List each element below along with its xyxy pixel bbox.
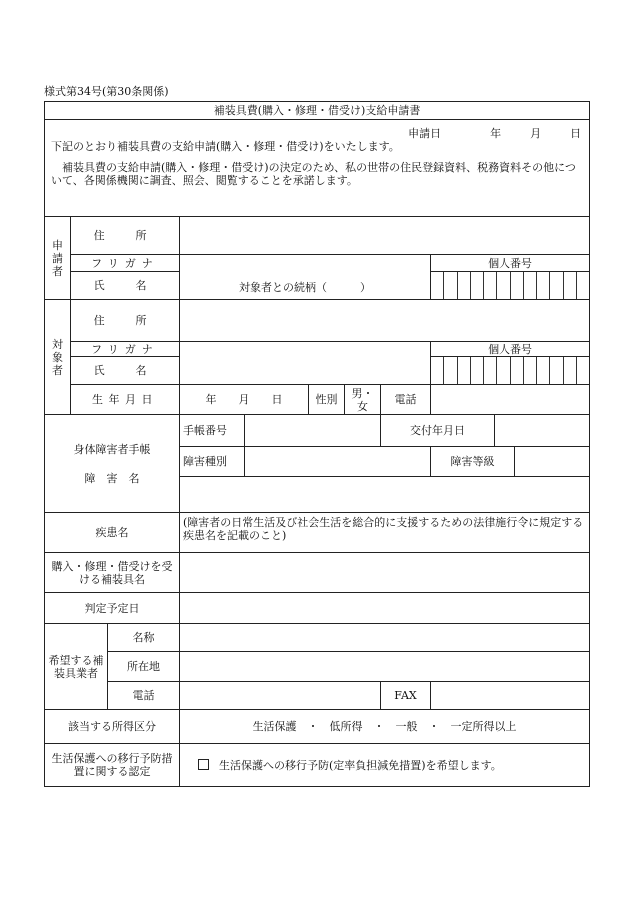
applicant-address-field[interactable]: [180, 217, 590, 255]
vendor-name-field[interactable]: [180, 624, 590, 652]
vendor-name-label: 名称: [108, 624, 180, 652]
form-title: 補装具費(購入・修理・借受け)支給申請書: [45, 102, 590, 120]
subject-name-field[interactable]: [180, 342, 431, 385]
application-form: [44, 101, 590, 787]
vendor-fax-field[interactable]: [431, 682, 590, 710]
intro-line-2: 補装具費の支給申請(購入・修理・借受け)の決定のため、私の世帯の住民登録資料、税務資料その他について、各関係機関に調査、照会、閲覧することを承諾します。: [51, 161, 576, 187]
applicant-address-label: 住 所: [71, 217, 180, 255]
date-month: 月: [530, 127, 542, 140]
disease-label: 疾患名: [45, 513, 180, 553]
device-field[interactable]: [180, 553, 590, 593]
applicant-personal-number-field[interactable]: [431, 272, 590, 300]
issue-date-label: 交付年月日: [381, 415, 495, 447]
income-category-label: 該当する所得区分: [45, 710, 180, 744]
date-day: 日: [570, 127, 582, 140]
vendor-phone-label: 電話: [108, 682, 180, 710]
intro-line-1: 下記のとおり補装具費の支給申請(購入・修理・借受け)をいたします。: [51, 140, 400, 153]
subject-furigana-label: フリガナ: [71, 342, 180, 357]
vendor-section-label: 希望する補装具業者: [45, 624, 108, 710]
disability-name-field[interactable]: [180, 477, 590, 513]
subject-personal-number-label: 個人番号: [431, 342, 590, 357]
subject-section-label: 対象者: [45, 300, 71, 415]
disease-field[interactable]: [180, 513, 590, 553]
disability-type-label: 障害種別: [180, 447, 245, 477]
subject-personal-number-field[interactable]: [431, 357, 590, 385]
subject-name-label: 氏 名: [71, 357, 180, 385]
transition-label: 生活保護への移行予防措置に関する認定: [45, 744, 180, 787]
judgment-date-field[interactable]: [180, 593, 590, 624]
disease-note: (障害者の日常生活及び社会生活を総合的に支援するための法律施行令に規定する疾患名を記載のこと): [183, 516, 584, 542]
judgment-date-label: 判定予定日: [45, 593, 180, 624]
subject-birthdate-field[interactable]: 年 月 日: [180, 385, 309, 415]
date-year: 年: [490, 127, 502, 140]
disability-label-bottom: 障 害 名: [84, 471, 140, 485]
transition-text: 生活保護への移行予防(定率負担減免措置)を希望します。: [219, 758, 502, 772]
applicant-personal-number-label: 個人番号: [431, 255, 590, 272]
disability-type-field[interactable]: [245, 447, 431, 477]
date-label: 申請日: [408, 127, 442, 140]
intro-section: [45, 120, 590, 217]
disability-grade-label: 障害等級: [431, 447, 515, 477]
application-date: [51, 127, 583, 140]
disability-label-top: 身体障害者手帳: [73, 442, 151, 456]
handbook-number-label: 手帳番号: [180, 415, 245, 447]
applicant-name-field[interactable]: [180, 255, 431, 300]
disability-label: [45, 415, 180, 513]
transition-checkbox[interactable]: [198, 759, 209, 770]
vendor-location-field[interactable]: [180, 652, 590, 682]
applicant-name-label: 氏 名: [71, 272, 180, 300]
income-category-options[interactable]: 生活保護 ・ 低所得 ・ 一般 ・ 一定所得以上: [180, 710, 590, 744]
subject-phone-label: 電話: [381, 385, 431, 415]
device-label: 購入・修理・借受けを受ける補装具名: [45, 553, 180, 593]
applicant-relation: 対象者との続柄（ ）: [239, 281, 371, 294]
disability-grade-field[interactable]: [515, 447, 590, 477]
vendor-location-label: 所在地: [108, 652, 180, 682]
handbook-number-field[interactable]: [245, 415, 381, 447]
applicant-section-label: 申請者: [45, 217, 71, 300]
transition-field: [180, 744, 590, 787]
subject-gender-field[interactable]: 男・女: [345, 385, 381, 415]
issue-date-field[interactable]: [495, 415, 590, 447]
form-number: 様式第34号(第30条関係): [44, 85, 169, 98]
applicant-furigana-label: フリガナ: [71, 255, 180, 272]
subject-birthdate-label: 生年月日: [71, 385, 180, 415]
vendor-fax-label: FAX: [381, 682, 431, 710]
subject-gender-label: 性別: [309, 385, 345, 415]
subject-address-label: 住 所: [71, 300, 180, 342]
vendor-phone-field[interactable]: [180, 682, 381, 710]
subject-phone-field[interactable]: [431, 385, 590, 415]
subject-address-field[interactable]: [180, 300, 590, 342]
